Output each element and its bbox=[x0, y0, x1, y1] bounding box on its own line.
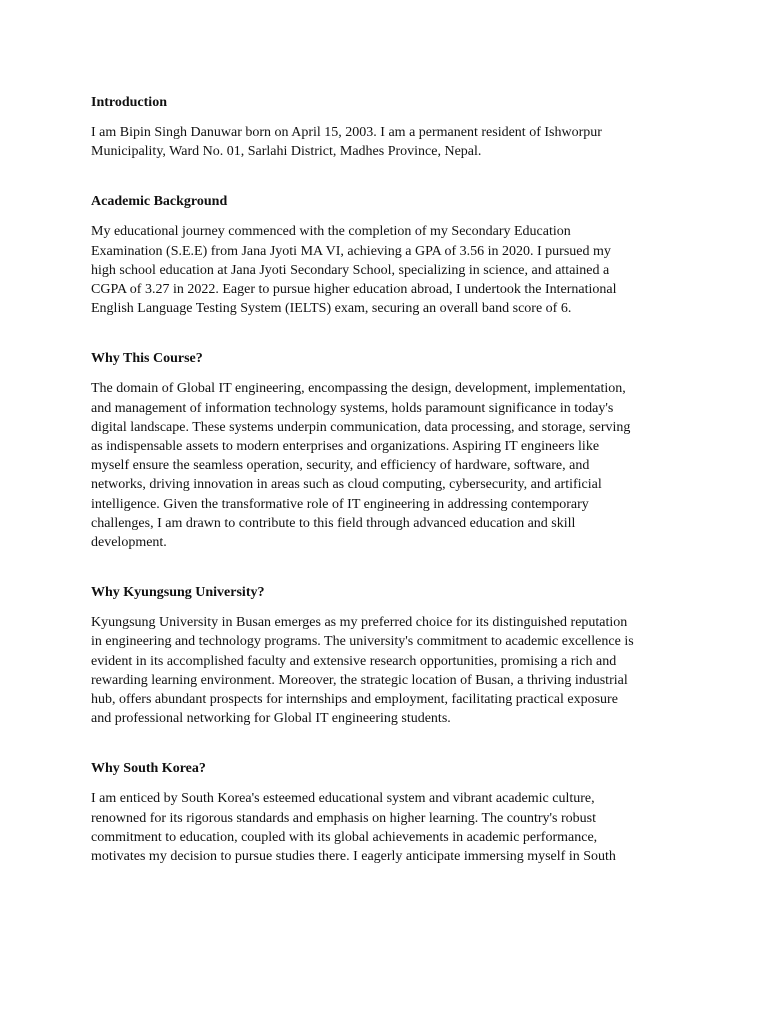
paragraph-line: commitment to education, coupled with its global achievements in academic performance, bbox=[91, 829, 598, 845]
paragraph-line: Municipality, Ward No. 01, Sarlahi District, Madhes Province, Nepal. bbox=[91, 144, 482, 160]
section-why-kyungsung-university bbox=[91, 583, 681, 728]
paragraph-line: rewarding learning environment. Moreover, the strategic location of Busan, a thriving industrial bbox=[91, 672, 628, 688]
paragraph-line: My educational journey commenced with the completion of my Secondary Education bbox=[91, 224, 571, 240]
paragraph-line: myself ensure the seamless operation, security, and efficiency of hardware, software, and bbox=[91, 458, 590, 474]
paragraph-line: motivates my decision to pursue studies there. I eagerly anticipate immersing myself in South bbox=[91, 849, 616, 865]
paragraph-line: in engineering and technology programs. The university's commitment to academic excellence is bbox=[91, 634, 634, 650]
paragraph-line: and professional networking for Global IT engineering students. bbox=[91, 711, 451, 727]
paragraph-line: high school education at Jana Jyoti Secondary School, specializing in science, and attained a bbox=[91, 262, 610, 278]
paragraph-line: English Language Testing System (IELTS) exam, securing an overall band score of 6. bbox=[91, 301, 572, 317]
section-academic-background bbox=[91, 192, 681, 318]
section-paragraph bbox=[91, 123, 681, 161]
paragraph-line: challenges, I am drawn to contribute to this field through advanced education and skill bbox=[91, 515, 576, 531]
section-heading: Academic Background bbox=[91, 194, 228, 210]
paragraph-line: and management of information technology systems, holds paramount significance in today's bbox=[91, 400, 614, 416]
section-paragraph bbox=[91, 222, 681, 318]
paragraph-line: Examination (S.E.E) from Jana Jyoti MA VI, achieving a GPA of 3.56 in 2020. I pursued my bbox=[91, 243, 611, 259]
paragraph-line: digital landscape. These systems underpin communication, data processing, and storage, serving bbox=[91, 419, 631, 435]
paragraph-line: hub, offers abundant prospects for internships and employment, facilitating practical exposure bbox=[91, 692, 618, 708]
document-body bbox=[91, 93, 681, 897]
paragraph-line: evident in its accomplished faculty and extensive research opportunities, promising a rich and bbox=[91, 653, 617, 669]
section-why-south-korea bbox=[91, 759, 681, 866]
paragraph-line: CGPA of 3.27 in 2022. Eager to pursue higher education abroad, I undertook the International bbox=[91, 282, 617, 298]
section-paragraph bbox=[91, 613, 681, 728]
paragraph-line: The domain of Global IT engineering, encompassing the design, development, implementation, bbox=[91, 381, 626, 397]
paragraph-line: I am enticed by South Korea's esteemed educational system and vibrant academic culture, bbox=[91, 791, 595, 807]
section-heading: Why This Course? bbox=[91, 351, 203, 367]
paragraph-line: development. bbox=[91, 535, 167, 551]
section-paragraph bbox=[91, 379, 681, 552]
section-heading: Why South Korea? bbox=[91, 761, 206, 777]
section-heading: Why Kyungsung University? bbox=[91, 585, 265, 601]
paragraph-line: networks, driving innovation in areas such as cloud computing, cybersecurity, and artificial bbox=[91, 477, 602, 493]
paragraph-line: Kyungsung University in Busan emerges as my preferred choice for its distinguished reputation bbox=[91, 615, 628, 631]
paragraph-line: I am Bipin Singh Danuwar born on April 15, 2003. I am a permanent resident of Ishworpur bbox=[91, 125, 602, 140]
paragraph-line: as indispensable assets to modern enterprises and organizations. Aspiring IT engineers like bbox=[91, 439, 600, 455]
section-paragraph bbox=[91, 789, 681, 866]
section-why-this-course bbox=[91, 349, 681, 552]
section-introduction bbox=[91, 93, 681, 161]
section-heading: Introduction bbox=[91, 95, 167, 110]
paragraph-line: intelligence. Given the transformative role of IT engineering in addressing contemporary bbox=[91, 496, 589, 512]
paragraph-line: renowned for its rigorous standards and emphasis on higher learning. The country's robust bbox=[91, 810, 596, 826]
